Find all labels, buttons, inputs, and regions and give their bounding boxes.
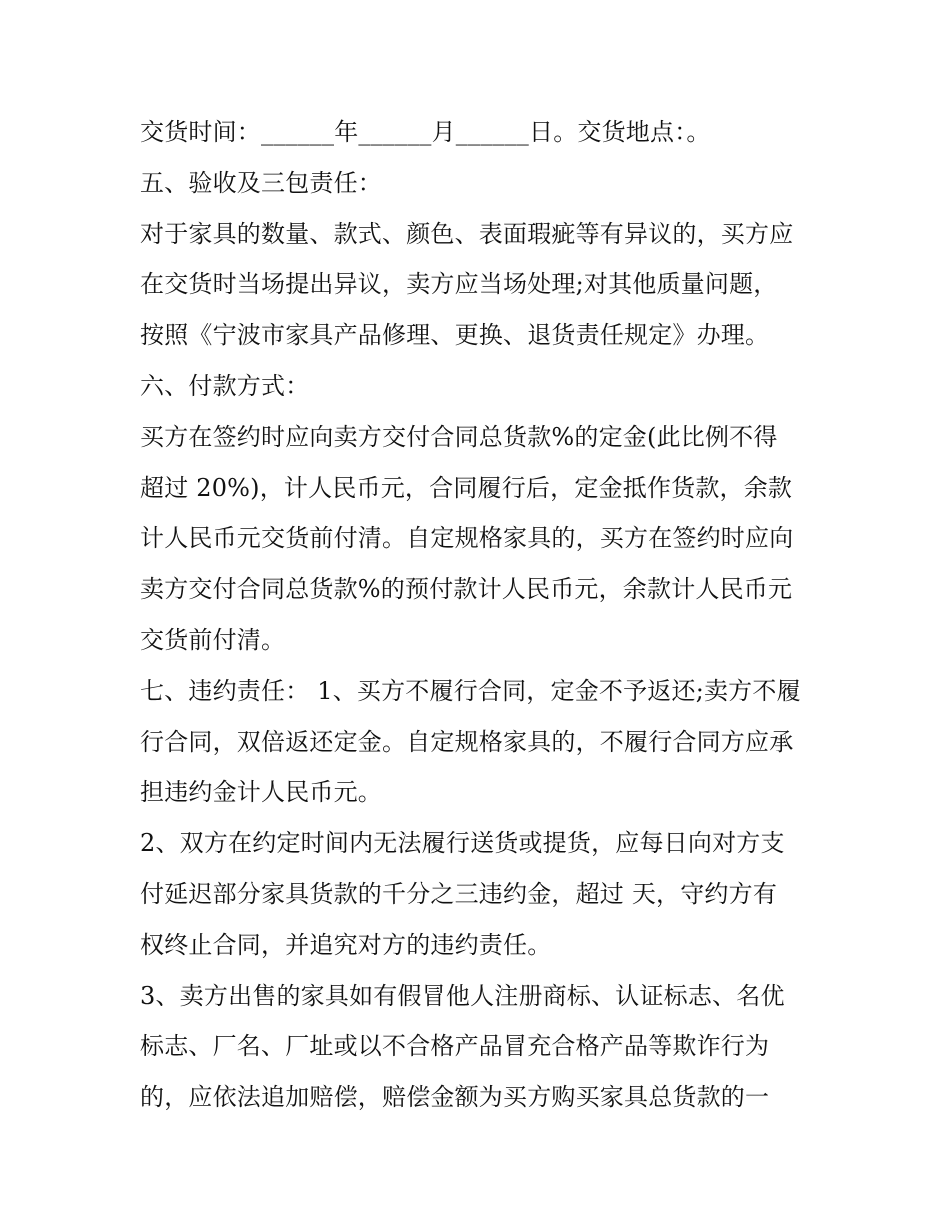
section-7-heading-line: 七、违约责任： 1、买方不履行合同，定金不予返还;卖方不履 [140,676,801,705]
clause-2-text-line: 付延迟部分家具货款的千分之三违约金，超过 天，守约方有 [140,879,778,908]
section-6-text-line: 计人民币元交货前付清。自定规格家具的，买方在签约时应向 [140,524,794,553]
clause-2-text-line: 权终止合同，并追究对方的违约责任。 [140,930,552,959]
section-6-text-line: 超过 20%)，计人民币元，合同履行后，定金抵作货款，余款 [140,473,793,502]
delivery-time-line: 交货时间：______年______月______日。交货地点：。 [140,118,711,146]
section-6-text-line: 交货前付清。 [140,625,286,654]
section-5-text-line: 在交货时当场提出异议，卖方应当场处理;对其他质量问题， [140,270,778,299]
clause-3-text-line: 3、卖方出售的家具如有假冒他人注册商标、认证标志、名优 [140,981,785,1010]
clause-2-text-line: 2、双方在约定时间内无法履行送货或提货，应每日向对方支 [140,829,785,858]
document-body [140,107,820,1123]
section-5-heading: 五、验收及三包责任： [140,168,382,197]
section-7-text-line: 担违约金计人民币元。 [140,778,382,807]
section-5-text-line: 对于家具的数量、款式、颜色、表面瑕疵等有异议的，买方应 [140,219,794,248]
section-6-heading: 六、付款方式： [140,371,310,400]
section-6-text-line: 买方在签约时应向卖方交付合同总货款%的定金(此比例不得 [140,422,778,451]
section-7-text-line: 行合同，双倍返还定金。自定规格家具的，不履行合同方应承 [140,727,794,756]
section-6-text-line: 卖方交付合同总货款%的预付款计人民币元，余款计人民币元 [140,575,793,604]
section-5-text-line: 按照《宁波市家具产品修理、更换、退货责任规定》办理。 [140,321,770,350]
clause-3-text-line: 的，应依法追加赔偿，赔偿金额为买方购买家具总货款的一 [140,1083,770,1112]
clause-3-text-line: 标志、厂名、厂址或以不合格产品冒充合格产品等欺诈行为 [140,1032,770,1061]
